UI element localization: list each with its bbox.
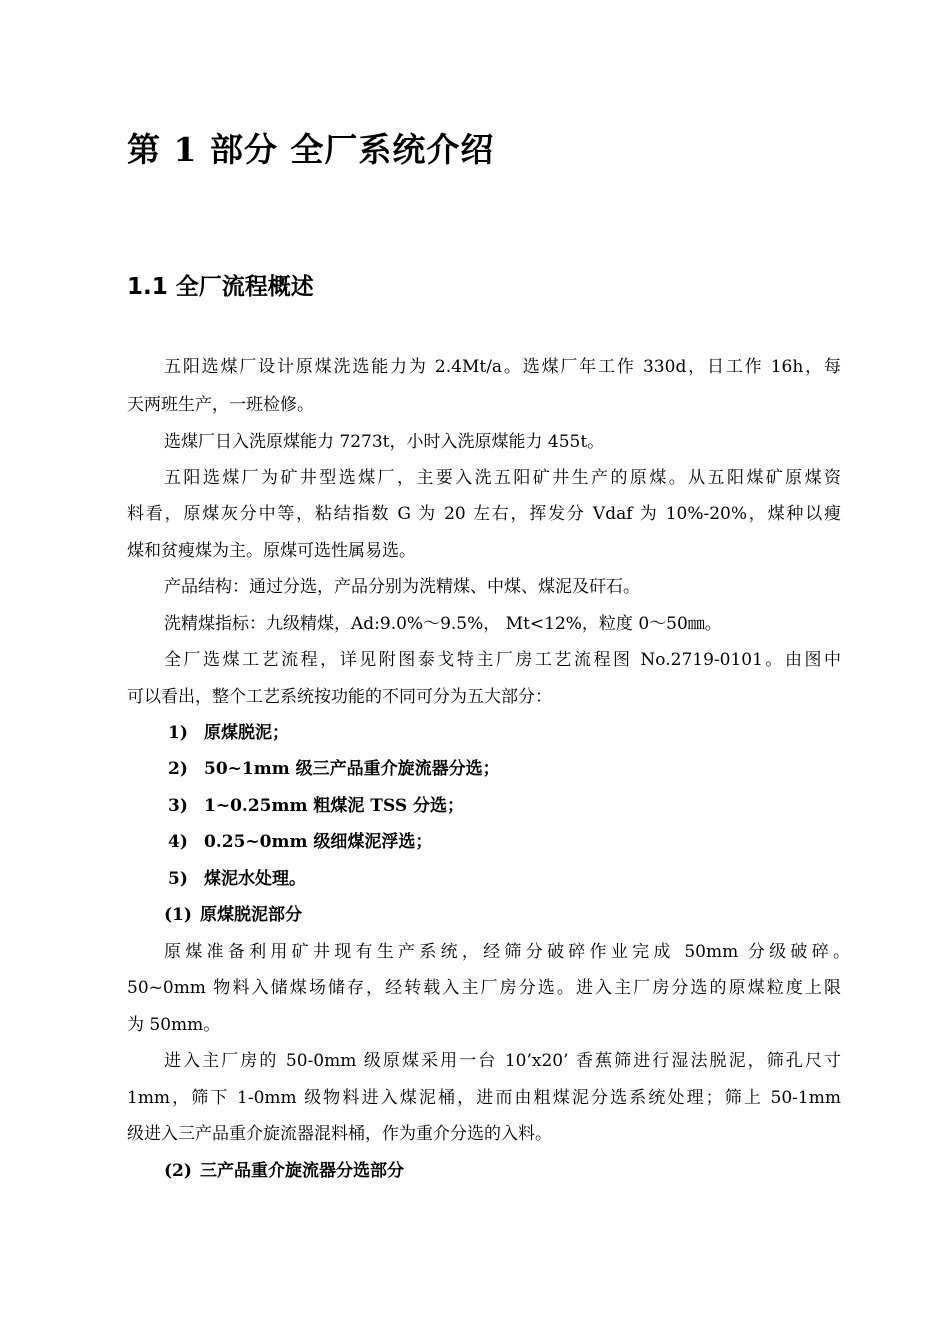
section-heading: 1.1 全厂流程概述 <box>127 274 314 300</box>
paragraph-line: 料看，原煤灰分中等，粘结指数 G 为 20 左右，挥发分 Vdaf 为 10%-20%，煤种以瘦 <box>127 504 841 524</box>
paragraph-line: 原煤准备利用矿井现有生产系统，经筛分破碎作业完成 50mm 分级破碎。 <box>164 942 850 962</box>
list-item-number: 5) <box>168 869 188 889</box>
list-item <box>168 757 500 781</box>
list-item <box>168 867 306 891</box>
list-item-text: 煤泥水处理。 <box>204 869 306 889</box>
subsection-number: (2) <box>164 1161 192 1181</box>
list-item-number: 2) <box>168 759 188 779</box>
paragraph-line: 进入主厂房的 50-0mm 级原煤采用一台 10’x20’ 香蕉筛进行湿法脱泥，筛孔尺寸 <box>164 1051 841 1071</box>
list-item-text: 1~0.25mm 粗煤泥 TSS 分选； <box>204 796 465 816</box>
paragraph-line: 50~0mm 物料入储煤场储存，经转载入主厂房分选。进入主厂房分选的原煤粒度上限 <box>127 978 841 998</box>
list-item-text: 50~1mm 级三产品重介旋流器分选； <box>204 759 500 779</box>
subsection-text: 三产品重介旋流器分选部分 <box>200 1161 404 1181</box>
paragraph-line: 全厂选煤工艺流程，详见附图泰戈特主厂房工艺流程图 No.2719-0101。由图中 <box>164 650 841 670</box>
list-item-text: 原煤脱泥； <box>204 723 289 743</box>
subsection-heading <box>164 1159 404 1183</box>
list-item-text: 0.25~0mm 级细煤泥浮选； <box>204 832 433 852</box>
list-item-number: 3) <box>168 796 188 816</box>
list-item <box>168 830 432 854</box>
subsection-text: 原煤脱泥部分 <box>200 905 302 925</box>
paragraph-line: 级进入三产品重介旋流器混料桶，作为重介分选的入料。 <box>127 1124 552 1144</box>
list-item-number: 1) <box>168 723 188 743</box>
paragraph-line: 产品结构：通过分选，产品分别为洗精煤、中煤、煤泥及矸石。 <box>164 577 640 597</box>
subsection-heading <box>164 903 302 927</box>
paragraph-line: 五阳选煤厂设计原煤洗选能力为 2.4Mt/a。选煤厂年工作 330d，日工作 16h，每 <box>164 357 841 377</box>
paragraph-line: 为 50mm。 <box>127 1015 221 1035</box>
paragraph-line: 选煤厂日入洗原煤能力 7273t，小时入洗原煤能力 455t。 <box>164 432 605 452</box>
list-item-number: 4) <box>168 832 188 852</box>
paragraph-line: 天两班生产，一班检修。 <box>127 395 314 415</box>
list-item <box>168 794 464 818</box>
subsection-number: (1) <box>164 905 192 925</box>
paragraph-line: 洗精煤指标：九级精煤，Ad:9.0%～9.5%， Mt<12%，粒度 0～50㎜。 <box>164 614 722 634</box>
paragraph-line: 五阳选煤厂为矿井型选煤厂，主要入洗五阳矿井生产的原煤。从五阳煤矿原煤资 <box>164 468 841 488</box>
paragraph-line: 煤和贫瘦煤为主。原煤可选性属易选。 <box>127 541 416 561</box>
paragraph-line: 1mm，筛下 1-0mm 级物料进入煤泥桶，进而由粗煤泥分选系统处理；筛上 50-1mm <box>127 1088 841 1108</box>
list-item <box>168 721 289 745</box>
part-title: 第 1 部分 全厂系统介绍 <box>127 130 495 169</box>
paragraph-line: 可以看出，整个工艺系统按功能的不同可分为五大部分： <box>127 687 552 707</box>
